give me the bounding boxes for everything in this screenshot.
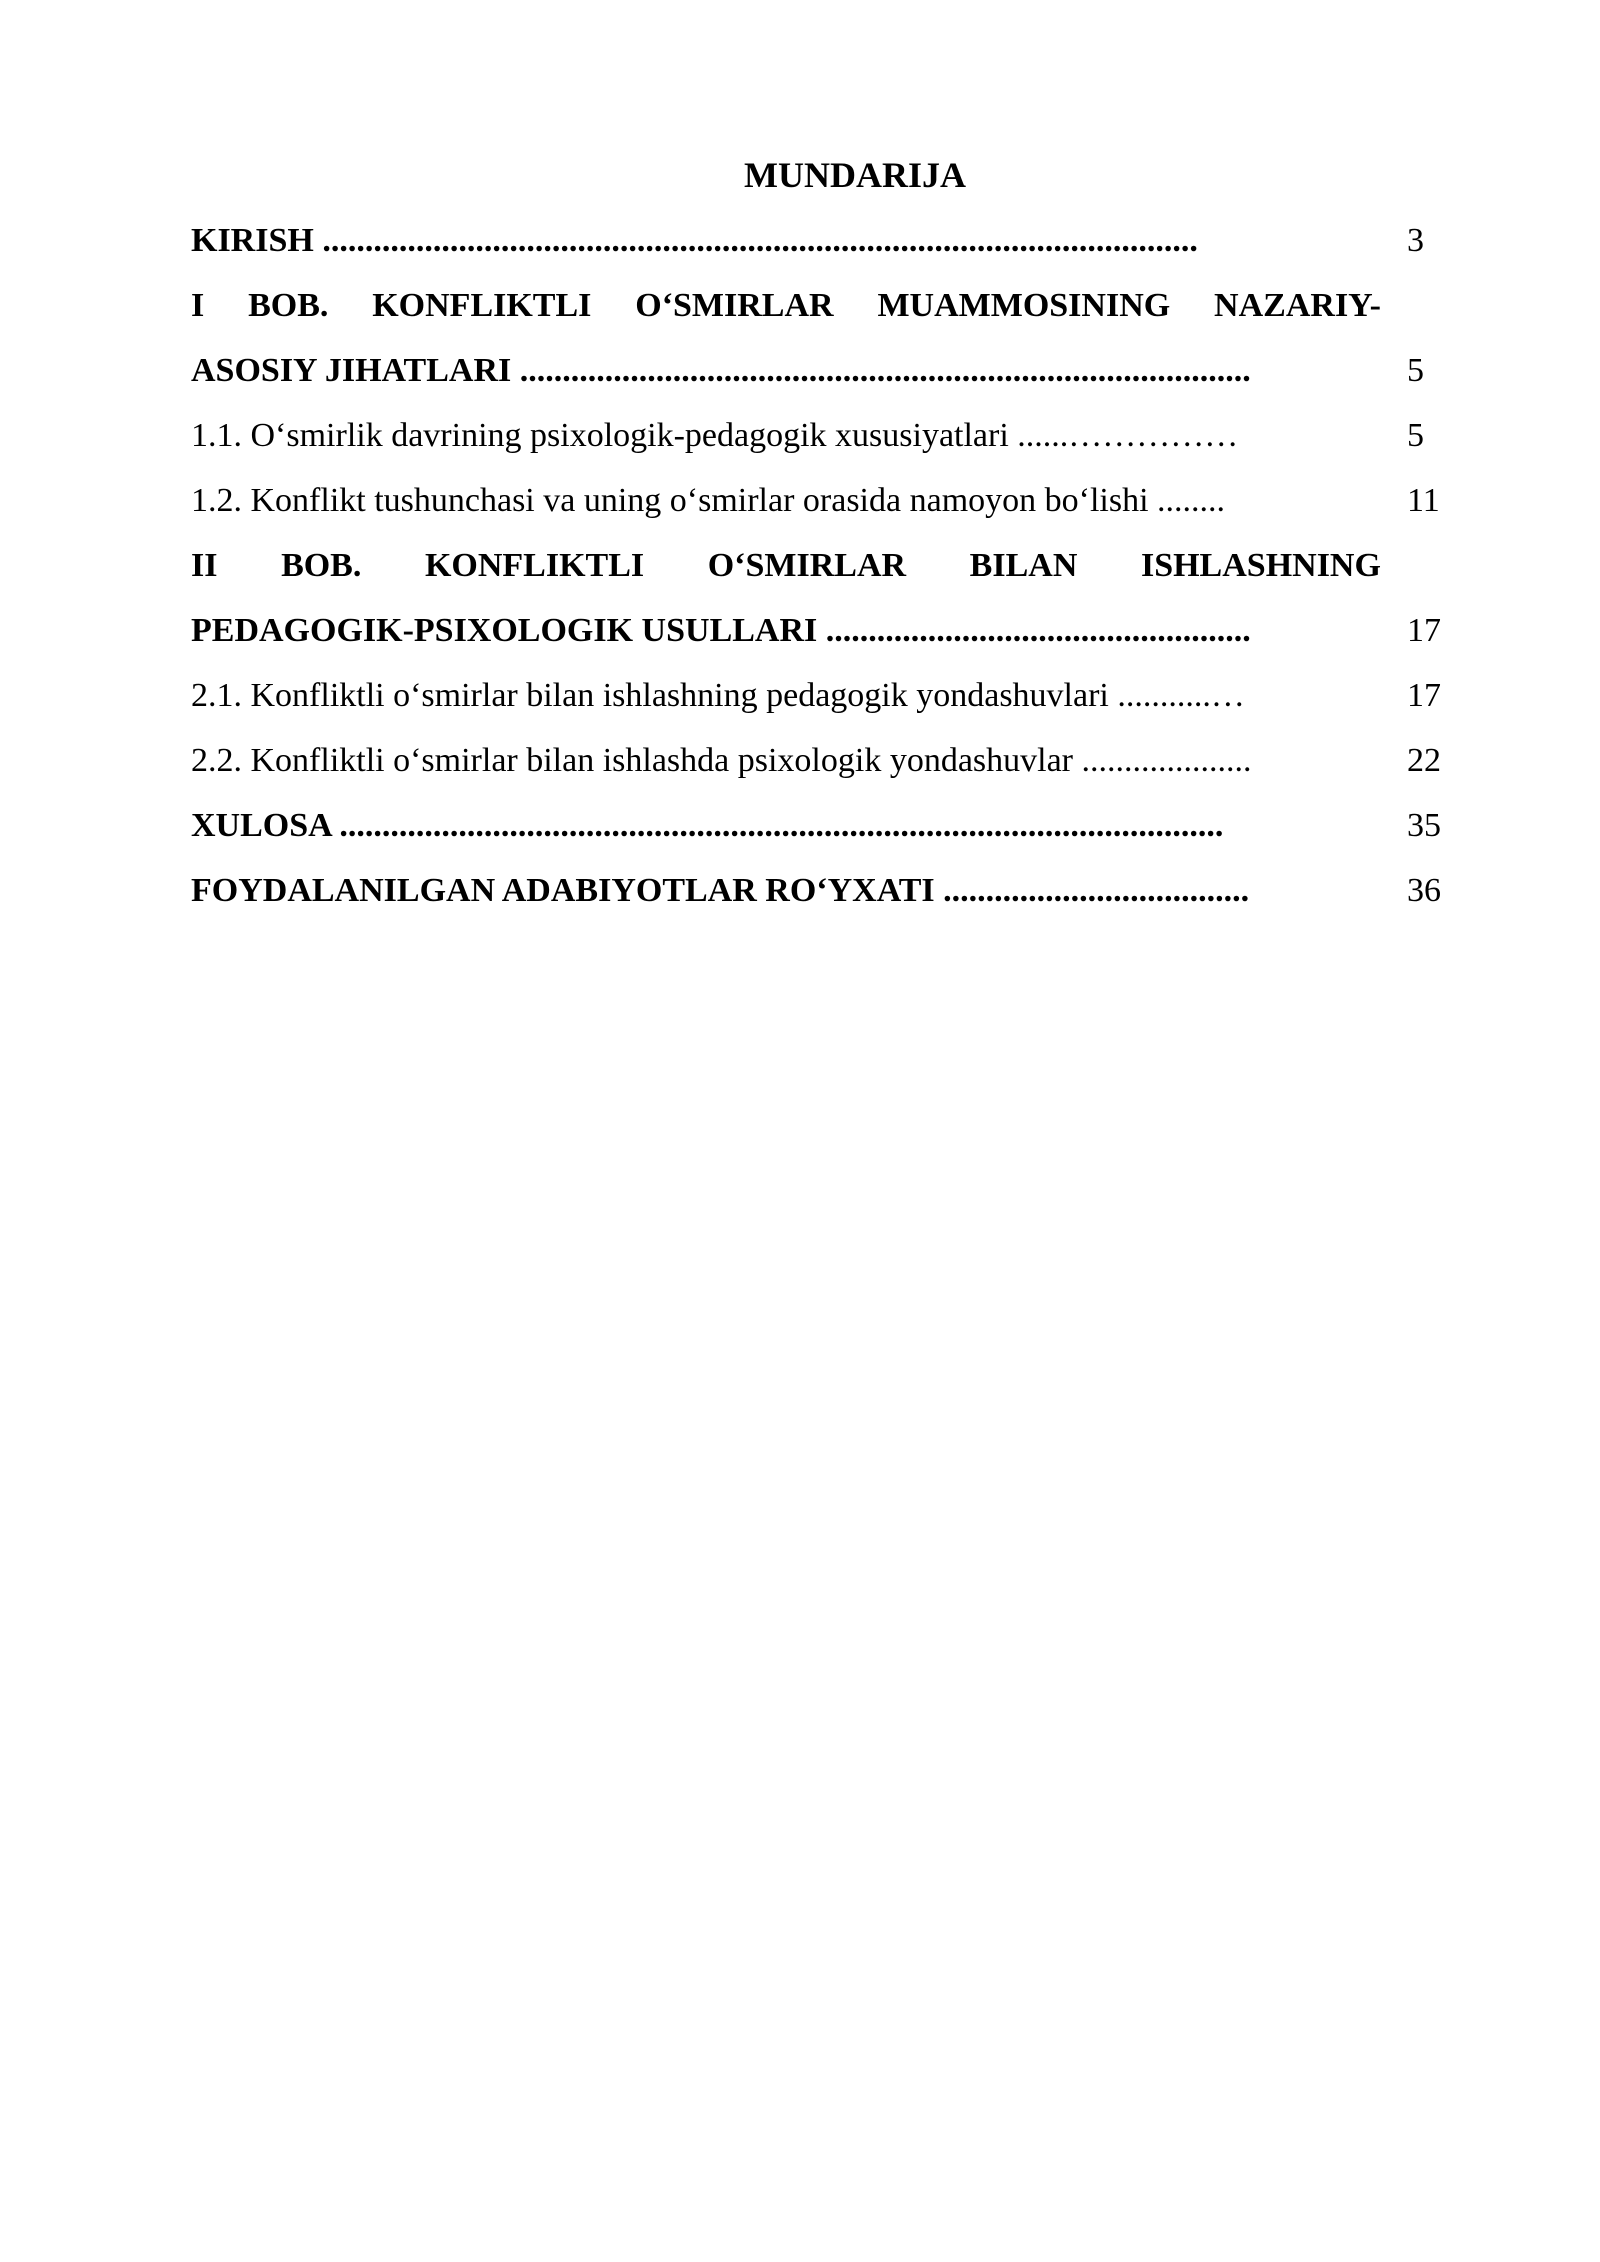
toc-page-number: 35	[1407, 807, 1441, 844]
toc-entry-section-1-2[interactable]	[191, 476, 1440, 526]
toc-entry-label: 2.2. Konfliktli o‘smirlar bilan ishlashda psixologik yondashuvlar	[191, 742, 1074, 779]
toc-word: O‘SMIRLAR	[707, 547, 907, 584]
toc-entry-references[interactable]	[191, 866, 1441, 916]
toc-word: II	[191, 547, 218, 584]
toc-word: ISHLASHNING	[1140, 547, 1381, 584]
toc-page-number: 17	[1407, 677, 1441, 714]
toc-entry-chapter-1[interactable]	[191, 346, 1424, 396]
toc-page-number: 11	[1407, 482, 1440, 519]
toc-entry-label: 1.1. O‘smirlik davrining psixologik-pedagogik xususiyatlari	[191, 417, 1009, 454]
toc-entry-chapter-2[interactable]	[191, 606, 1441, 656]
toc-entry-kirish[interactable]	[191, 216, 1424, 266]
toc-entry-chapter-1-line1[interactable]	[191, 281, 1381, 331]
toc-entry-xulosa[interactable]	[191, 801, 1441, 851]
toc-word: NAZARIY-	[1214, 287, 1381, 324]
toc-entry-label: XULOSA	[191, 807, 331, 844]
toc-page-number: 36	[1407, 872, 1441, 909]
toc-page-number: 5	[1407, 417, 1424, 454]
toc-leader-dots: ........	[1148, 482, 1226, 519]
toc-leader-dots: ........................................................................................................	[330, 807, 1224, 844]
toc-word: O‘SMIRLAR	[635, 287, 834, 324]
toc-word: BOB.	[248, 287, 329, 324]
toc-leader-dots: ......……………	[1008, 417, 1239, 454]
toc-word: KONFLIKTLI	[372, 287, 592, 324]
toc-leader-dots: ..................................................	[817, 612, 1251, 649]
toc-entry-label: KIRISH	[191, 222, 314, 259]
toc-page-number: 5	[1407, 352, 1424, 389]
toc-leader-dots: ....................	[1073, 742, 1252, 779]
toc-entry-label: FOYDALANILGAN ADABIYOTLAR RO‘YXATI	[191, 872, 935, 909]
toc-word: BILAN	[969, 547, 1078, 584]
toc-entry-label: ASOSIY JIHATLARI	[191, 352, 512, 389]
toc-entry-chapter-2-line1[interactable]	[191, 541, 1381, 591]
toc-title: MUNDARIJA	[744, 155, 966, 195]
toc-leader-dots: .......................................................................................................	[313, 222, 1198, 259]
toc-entry-label: 1.2. Konflikt tushunchasi va uning o‘smirlar orasida namoyon bo‘lishi	[191, 482, 1149, 519]
toc-page-number: 17	[1407, 612, 1441, 649]
toc-leader-dots: ....................................	[934, 872, 1250, 909]
toc-word: I	[191, 287, 205, 324]
toc-entry-label: PEDAGOGIK-PSIXOLOGIK USULLARI	[191, 612, 818, 649]
toc-entry-label: 2.1. Konfliktli o‘smirlar bilan ishlashning pedagogik yondashuvlari	[191, 677, 1109, 714]
toc-entry-section-1-1[interactable]	[191, 411, 1424, 461]
toc-entry-section-2-2[interactable]	[191, 736, 1441, 786]
toc-word: MUAMMOSINING	[877, 287, 1171, 324]
toc-page-number: 22	[1407, 742, 1441, 779]
toc-entry-section-2-1[interactable]	[191, 671, 1441, 721]
toc-word: BOB.	[281, 547, 362, 584]
toc-leader-dots: ...........…	[1108, 677, 1245, 714]
toc-leader-dots: ......................................................................................	[511, 352, 1251, 389]
toc-word: KONFLIKTLI	[424, 547, 645, 584]
toc-page-number: 3	[1407, 222, 1424, 259]
